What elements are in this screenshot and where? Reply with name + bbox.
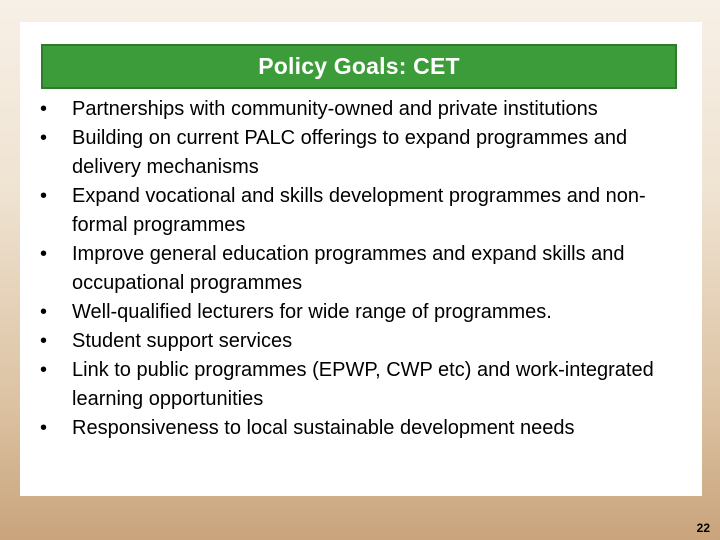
bullet-item — [34, 356, 684, 414]
bullet-text: Expand vocational and skills development programmes and non-formal programmes — [72, 185, 646, 236]
bullet-marker: • — [40, 127, 48, 149]
bullet-text: Student support services — [72, 330, 293, 352]
bullet-text: Building on current PALC offerings to expand programmes and delivery mechanisms — [72, 127, 628, 178]
bullet-marker: • — [40, 98, 48, 120]
bullet-item — [34, 240, 684, 298]
bullet-text: Improve general education programmes and expand skills and occupational programmes — [72, 243, 625, 294]
bullet-item — [34, 414, 684, 443]
bullet-item — [34, 298, 684, 327]
bullet-text: Well-qualified lecturers for wide range of programmes. — [72, 301, 552, 323]
bullet-item — [34, 327, 684, 356]
bullet-text: Responsiveness to local sustainable development needs — [72, 417, 575, 439]
bullet-item — [34, 95, 684, 124]
title-banner — [41, 44, 677, 89]
bullet-marker: • — [40, 243, 48, 265]
bullet-marker: • — [40, 185, 48, 207]
bullet-marker: • — [40, 301, 48, 323]
bullet-item — [34, 182, 684, 240]
slide-title: Policy Goals: CET — [258, 53, 460, 79]
bullet-marker: • — [40, 330, 48, 352]
bullet-item — [34, 124, 684, 182]
bullet-list — [34, 95, 684, 443]
bullet-marker: • — [40, 417, 48, 439]
bullet-text: Link to public programmes (EPWP, CWP etc) and work-integrated learning opportunities — [72, 359, 654, 410]
bullet-marker: • — [40, 359, 48, 381]
page-number: 22 — [696, 521, 710, 535]
bullet-text: Partnerships with community-owned and private institutions — [72, 98, 598, 120]
